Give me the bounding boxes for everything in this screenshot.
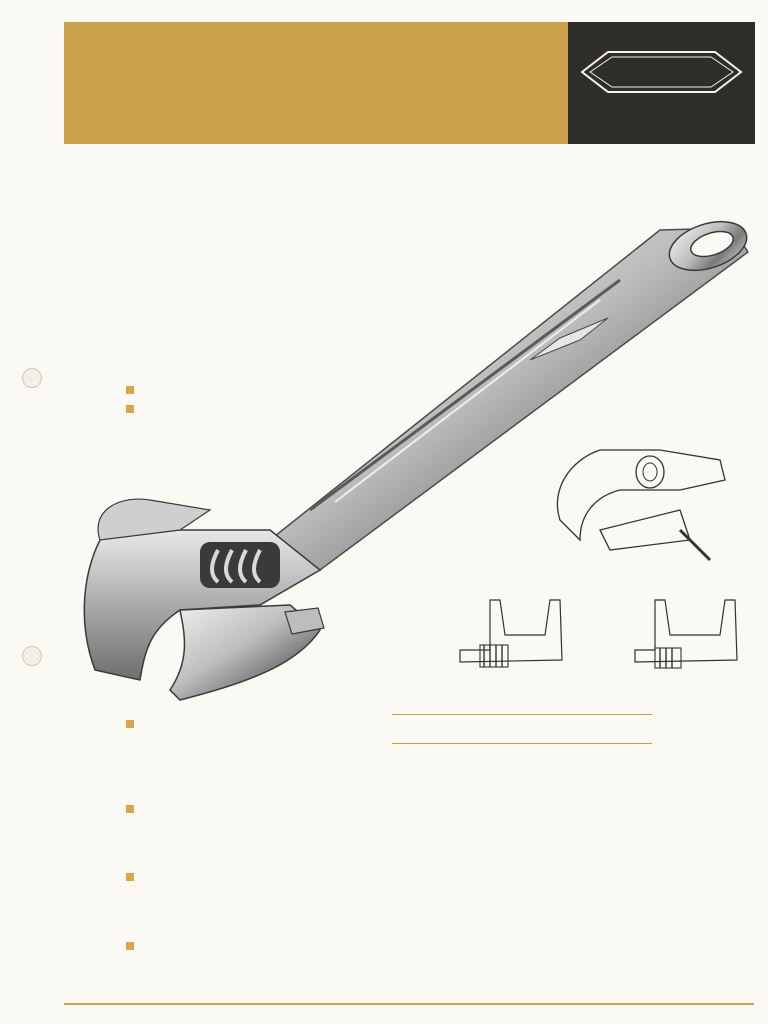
bullet-square (126, 942, 134, 950)
header-size (435, 715, 478, 744)
brand-logo (568, 22, 755, 144)
header-load (479, 715, 566, 730)
header-weight-unit (609, 729, 652, 744)
header-load-super (479, 729, 522, 744)
footer-rule (64, 1003, 754, 1005)
header-opening (565, 715, 608, 730)
header-opening-unit (565, 729, 608, 744)
header-load-jis (522, 729, 565, 744)
binder-hole-bottom (22, 646, 42, 666)
header-banner (64, 22, 568, 144)
spec-table (392, 714, 652, 744)
logo-emblem (568, 22, 755, 144)
binder-hole-top (22, 368, 42, 388)
cross-section-competitor (625, 590, 745, 680)
bullet-square (126, 720, 134, 728)
bullet-square (126, 805, 134, 813)
parts-diagram (540, 410, 740, 590)
header-weight (609, 715, 652, 730)
table-header-row (392, 715, 652, 730)
bullet-square (126, 873, 134, 881)
cross-section-ours (450, 590, 570, 680)
header-model (392, 715, 435, 744)
